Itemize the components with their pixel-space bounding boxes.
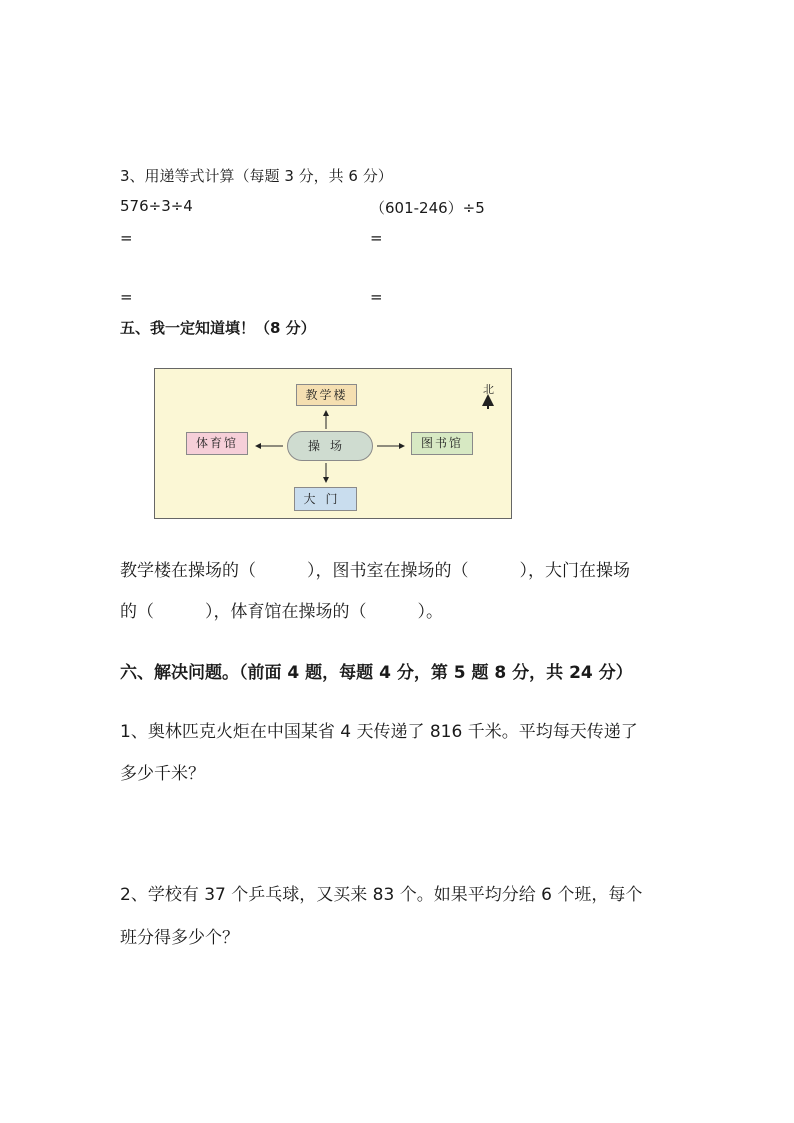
problem2-line1: 2、学校有 37 个乒乓球，又买来 83 个。如果平均分给 6 个班，每个 — [120, 885, 643, 905]
section6-title: 六、解决问题。（前面 4 题，每题 4 分，第 5 题 8 分，共 24 分） — [120, 663, 633, 683]
equals-sign: = — [120, 288, 133, 306]
north-label: 北 — [483, 383, 494, 396]
fill-question-line1: 教学楼在操场的（ ），图书室在操场的（ ），大门在操场 — [120, 561, 630, 581]
problem1-line2: 多少千米？ — [120, 764, 205, 784]
map-main-gate: 大门 — [294, 487, 357, 511]
problem2-line2: 班分得多少个？ — [120, 928, 239, 948]
equals-sign: = — [370, 229, 383, 247]
problem1-line1: 1、奥林匹克火炬在中国某省 4 天传递了 816 千米。平均每天传递了 — [120, 722, 638, 742]
map-teaching-building: 教学楼 — [296, 384, 357, 406]
expression-right: （601-246）÷5 — [370, 199, 485, 217]
equals-sign: = — [370, 288, 383, 306]
campus-map — [154, 368, 512, 519]
map-gymnasium: 体育馆 — [186, 432, 248, 455]
fill-question-line2: 的（ ），体育馆在操场的（ ）。 — [120, 602, 443, 622]
map-library: 图书馆 — [411, 432, 473, 455]
q3-title: 3、用递等式计算（每题 3 分，共 6 分） — [120, 167, 393, 185]
section5-title: 五、我一定知道填！（8 分） — [120, 319, 316, 337]
map-playground: 操场 — [287, 431, 373, 461]
expression-left: 576÷3÷4 — [120, 197, 193, 215]
equals-sign: = — [120, 229, 133, 247]
